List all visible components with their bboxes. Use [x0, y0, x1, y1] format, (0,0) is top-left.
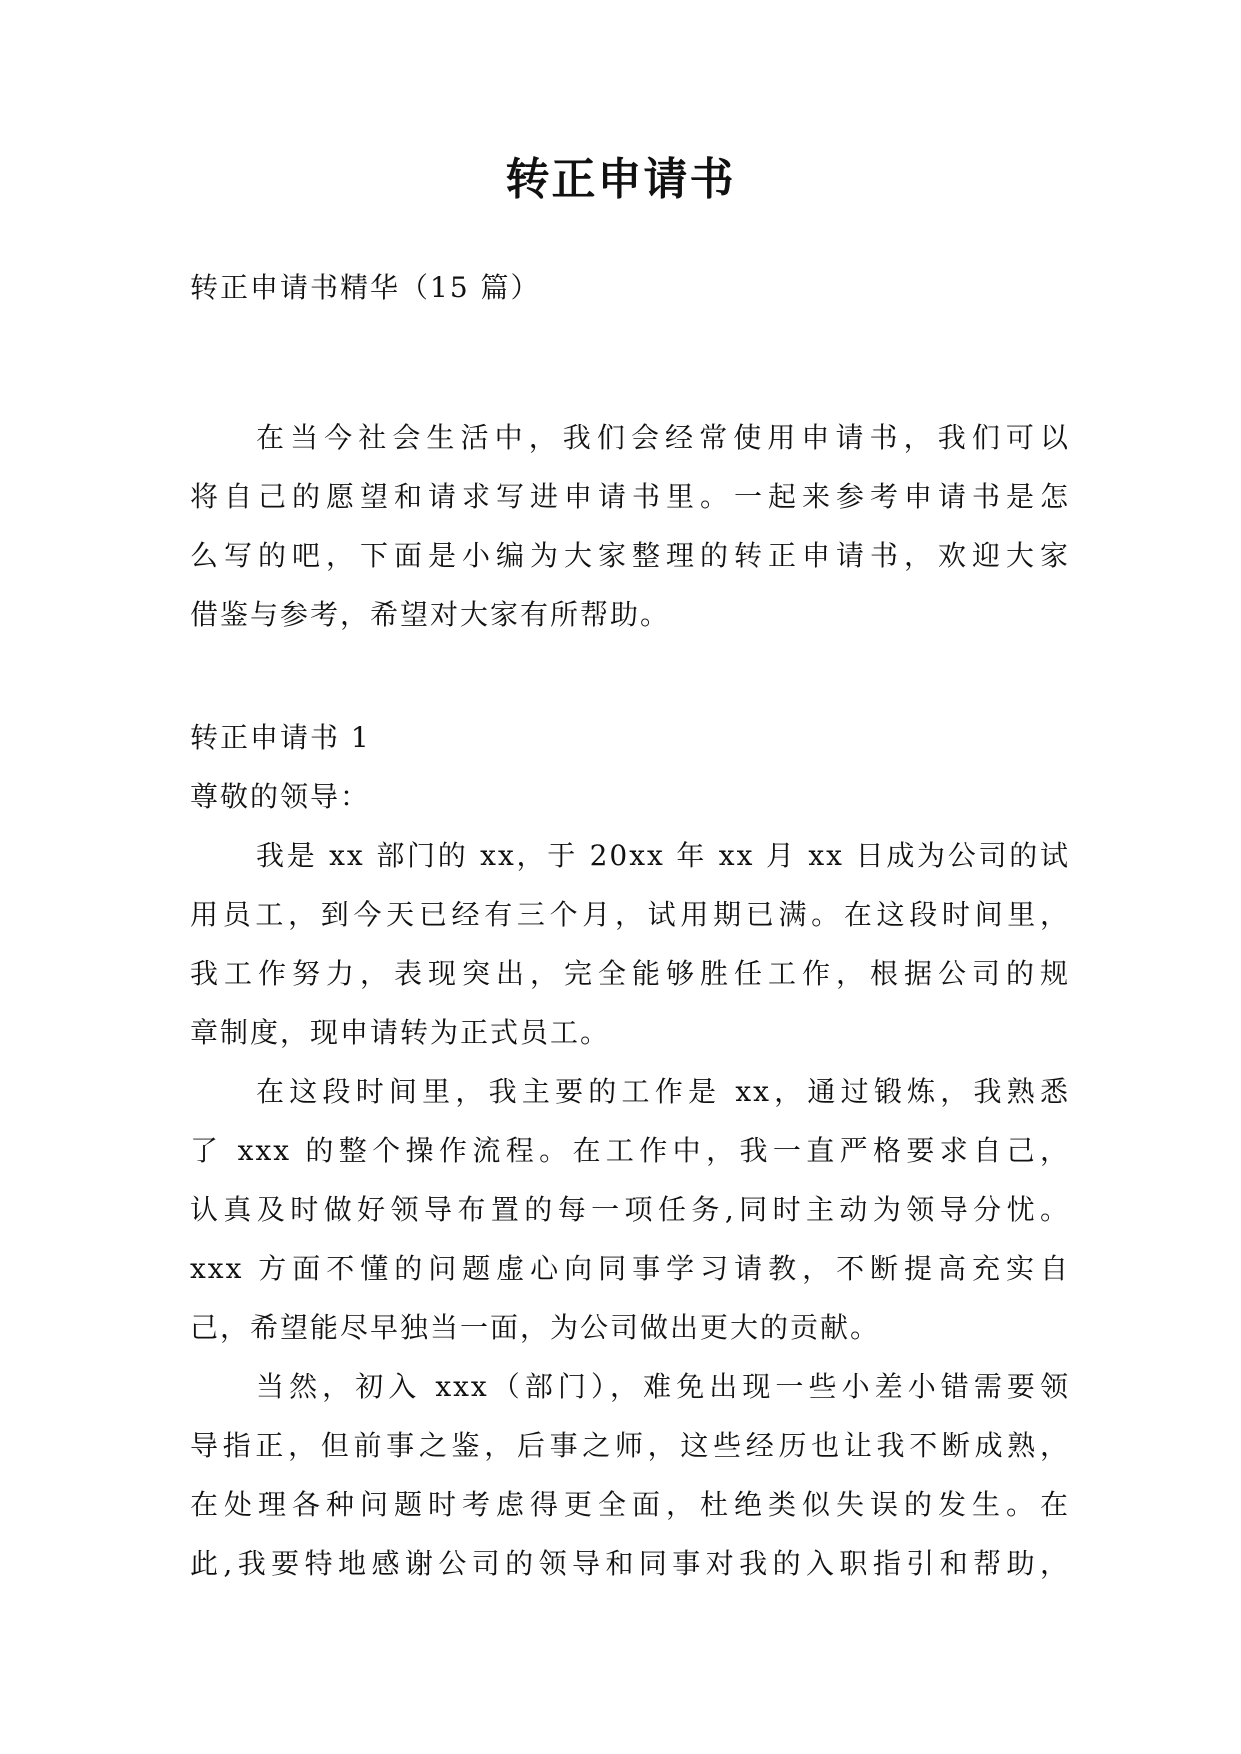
paragraph-1-line: 我是 xx 部门的 xx，于 20xx 年 xx 月 xx 日成为公司的试 [256, 839, 1070, 872]
paragraph-2-line: 认真及时做好领导布置的每一项任务,同时主动为领导分忧。 [190, 1193, 1070, 1226]
paragraph-1-line: 用员工，到今天已经有三个月，试用期已满。在这段时间里， [190, 898, 1070, 931]
document-subtitle: 转正申请书精华（15 篇） [190, 271, 541, 304]
paragraph-3-line: 此,我要特地感谢公司的领导和同事对我的入职指引和帮助， [190, 1547, 1070, 1580]
paragraph-3-line: 当然，初入 xxx（部门），难免出现一些小差小错需要领 [256, 1370, 1070, 1403]
intro-line: 在当今社会生活中，我们会经常使用申请书，我们可以 [256, 421, 1070, 454]
intro-line: 借鉴与参考，希望对大家有所帮助。 [190, 598, 671, 631]
paragraph-3-line: 在处理各种问题时考虑得更全面，杜绝类似失误的发生。在 [190, 1488, 1070, 1521]
paragraph-3-line: 导指正，但前事之鉴，后事之师，这些经历也让我不断成熟， [190, 1429, 1070, 1462]
paragraph-2-line: xxx 方面不懂的问题虚心向同事学习请教，不断提高充实自 [190, 1252, 1070, 1285]
paragraph-2-line: 己，希望能尽早独当一面，为公司做出更大的贡献。 [190, 1311, 881, 1344]
paragraph-1-line: 我工作努力，表现突出，完全能够胜任工作，根据公司的规 [190, 957, 1070, 990]
intro-paragraph [190, 408, 1070, 644]
intro-line: 么写的吧，下面是小编为大家整理的转正申请书，欢迎大家 [190, 539, 1070, 572]
letter-section-1 [190, 708, 1070, 1593]
paragraph-2-line: 了 xxx 的整个操作流程。在工作中，我一直严格要求自己， [190, 1134, 1070, 1167]
intro-line: 将自己的愿望和请求写进申请书里。一起来参考申请书是怎 [190, 480, 1070, 513]
document-title: 转正申请书 [505, 154, 736, 205]
paragraph-2-line: 在这段时间里，我主要的工作是 xx，通过锻炼，我熟悉 [256, 1075, 1070, 1108]
section-heading: 转正申请书 1 [190, 721, 371, 754]
salutation: 尊敬的领导： [190, 780, 371, 813]
paragraph-1-line: 章制度，现申请转为正式员工。 [190, 1016, 611, 1049]
